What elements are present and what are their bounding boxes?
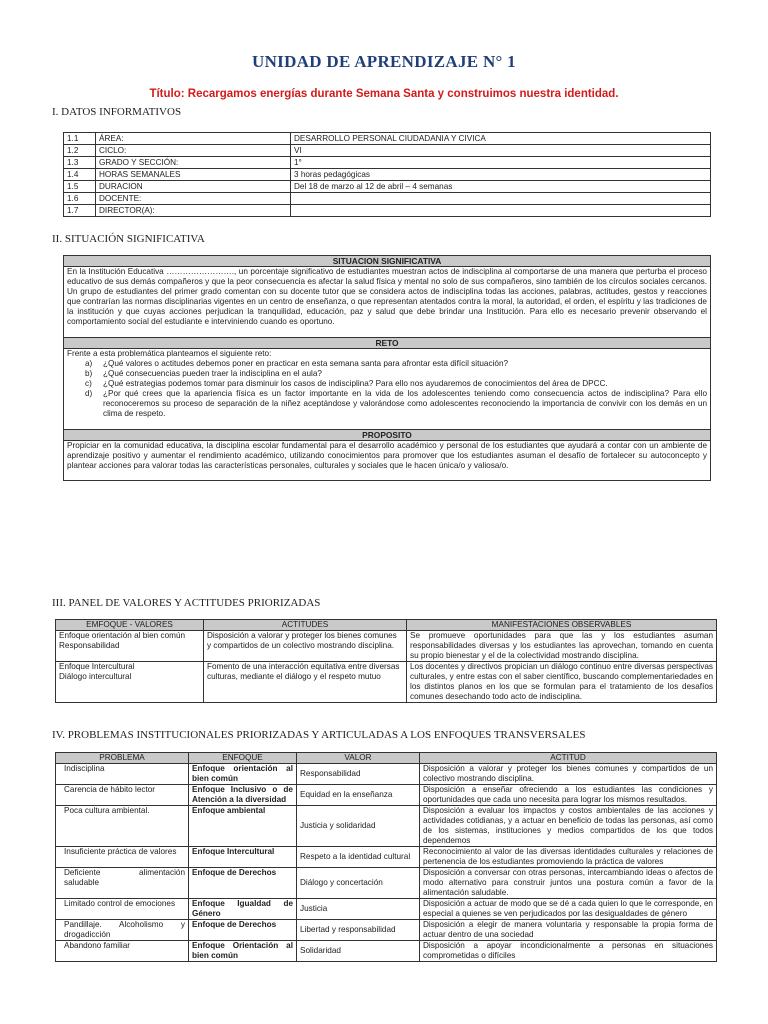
problemas-row: [56, 899, 717, 920]
problemas-row: [56, 941, 717, 962]
reto-item: [85, 379, 707, 389]
datos-value: 1°: [291, 157, 711, 169]
datos-value: [291, 193, 711, 205]
enfoque-cell: Enfoque Inclusivo o de Atención a la diversidad: [189, 785, 297, 806]
problema-cell: Abandono familiar: [56, 941, 189, 962]
valores-enfoque-cell: [56, 631, 204, 662]
valores-manifestacion: Se promueve oportunidades para que las y los estudiantes asuman responsabilidades diversas y los estudiantes las aprovechan, tomando en cuenta su propio bienestar y el de la colectividad mostrando disciplina.: [407, 631, 717, 662]
reto-title: RETO: [64, 338, 711, 349]
valores-actitud: Fomento de una interacción equitativa entre diversas culturas, mediante el diálogo y el respeto mutuo: [204, 662, 407, 703]
datos-value: DESARROLLO PERSONAL CIUDADANIA Y CIVICA: [291, 133, 711, 145]
reto-item-text: ¿Qué valores o actitudes debemos poner en practicar en esta semana santa para afrontar esta difícil situación?: [103, 359, 509, 368]
problemas-table: [55, 752, 717, 962]
reto-item: [85, 389, 707, 419]
problemas-row: [56, 868, 717, 899]
datos-num: 1.3: [64, 157, 96, 169]
valores-row: [56, 631, 717, 662]
datos-row: [64, 133, 711, 145]
problema-cell: Limitado control de emociones: [56, 899, 189, 920]
problemas-row: [56, 806, 717, 847]
valores-manifestacion: Los docentes y directivos propician un diálogo continuo entre diversas perspectivas culturales, y entre estas con el saber científico, buscando complementariedades en los distintos planos en los que se formulan para el tratamiento de los desafíos comunes desechando todo acto de indisciplina.: [407, 662, 717, 703]
enfoque-cell: Enfoque de Derechos: [189, 868, 297, 899]
reto-item: [85, 369, 707, 379]
problemas-row: [56, 785, 717, 806]
problema-cell: Insuficiente práctica de valores: [56, 847, 189, 868]
valor-cell: Responsabilidad: [297, 764, 420, 785]
problema-cell: Poca cultura ambiental.: [56, 806, 189, 847]
problemas-row: [56, 920, 717, 941]
datos-label: HORAS SEMANALES: [96, 169, 291, 181]
actitud-cell: Disposición a elegir de manera voluntaria y responsable la propia forma de actuar dentro de una sociedad: [420, 920, 717, 941]
datos-table: [63, 132, 711, 217]
reto-item-label: b): [85, 369, 93, 378]
problema-cell: Deficiente alimentación saludable: [56, 868, 189, 899]
valor-cell: Solidaridad: [297, 941, 420, 962]
reto-item-text: ¿Qué estrategias podemos tomar para disminuir los casos de indisciplina? Para ello nos ayudaremos de conocimientos del área de DPCC.: [103, 379, 608, 388]
actitud-cell: Disposición a apoyar incondicionalmente a personas en situaciones comprometidas o difíciles: [420, 941, 717, 962]
valores-actitud: Disposición a valorar y proteger los bienes comunes y compartidos de un colectivo mostrando disciplina.: [204, 631, 407, 662]
datos-num: 1.1: [64, 133, 96, 145]
reto-intro: Frente a esta problemática planteamos el siguiente reto:: [67, 349, 272, 358]
valores-enfoque: Enfoque Intercultural: [59, 662, 135, 671]
actitud-cell: Disposición a valorar y proteger los bienes comunes y compartidos de un colectivo mostrando disciplina.: [420, 764, 717, 785]
situacion-table: [63, 255, 711, 481]
datos-num: 1.6: [64, 193, 96, 205]
reto-item-label: d): [85, 389, 93, 398]
enfoque-cell: Enfoque de Derechos: [189, 920, 297, 941]
valores-column-header: MANIFESTACIONES OBSERVABLES: [407, 620, 717, 631]
datos-row: [64, 157, 711, 169]
problemas-column-header: PROBLEMA: [56, 753, 189, 764]
valor-cell: Justicia: [297, 899, 420, 920]
datos-row: [64, 205, 711, 217]
section-heading-valores: III. PANEL DE VALORES Y ACTITUDES PRIORIZADAS: [52, 597, 321, 609]
document-title: UNIDAD DE APRENDIZAJE N° 1: [252, 52, 516, 71]
datos-label: GRADO Y SECCIÓN:: [96, 157, 291, 169]
datos-num: 1.7: [64, 205, 96, 217]
datos-label: DURACION: [96, 181, 291, 193]
enfoque-cell: Enfoque Igualdad de Género: [189, 899, 297, 920]
document-subtitle: Título: Recargamos energías durante Semana Santa y construimos nuestra identidad.: [149, 88, 619, 100]
datos-row: [64, 169, 711, 181]
valores-valor: Responsabilidad: [59, 641, 120, 650]
datos-value: 3 horas pedagógicas: [291, 169, 711, 181]
problemas-row: [56, 764, 717, 785]
valores-table: [55, 619, 717, 703]
problema-cell: Indisciplina: [56, 764, 189, 785]
datos-row: [64, 193, 711, 205]
actitud-cell: Disposición a actuar de modo que se dé a cada quien lo que le corresponde, en especial a quienes se ven perjudicados por las desigualdades de género: [420, 899, 717, 920]
datos-value: [291, 205, 711, 217]
actitud-cell: Reconocimiento al valor de las diversas identidades culturales y relaciones de pertenencia de los estudiantes promoviendo la práctica de valores: [420, 847, 717, 868]
section-heading-datos: I. DATOS INFORMATIVOS: [52, 106, 182, 118]
datos-label: ÁREA:: [96, 133, 291, 145]
situacion-text: En la Institución Educativa ……………………., un porcentaje significativo de estudiantes muestran actos de indisciplina al comportarse de una manera que perturba el proceso educativo de sus demás compañeros y que la peor consecuencia es afectar la salud física y mental no solo de sus compañeros, sino también de los círculos sociales cercanos. Un grupo de estudiantes del primer grado comentan con su docente tutor que se considera actos de indisciplina todas las acciones, palabras, actitudes, gestos y reacciones que contrarían las normas disciplinarias vigentes en un centro de enseñanza, o que representan atentados contra la moral, la autoridad, el orden, el espíritu y las tradiciones de la institución y que cuyas acciones perjudican la tranquilidad, educación, paz y salud que debe brindar una Institución. Para ello es necesario prevenir observando el comportamiento social del estudiante e interviniendo cuando es oportuno.: [64, 267, 711, 338]
reto-list: [67, 359, 707, 419]
datos-num: 1.4: [64, 169, 96, 181]
datos-label: DIRECTOR(A):: [96, 205, 291, 217]
problemas-column-header: ENFOQUE: [189, 753, 297, 764]
reto-block: [64, 349, 711, 430]
actitud-cell: Disposición a evaluar los impactos y costos ambientales de las acciones y actividades cotidianas, y a actuar en beneficio de todas las personas, así como de los sistemas, instituciones y medios compartidos de los que todos dependemos: [420, 806, 717, 847]
enfoque-cell: Enfoque Orientación al bien común: [189, 941, 297, 962]
section-heading-situacion: II. SITUACIÓN SIGNIFICATIVA: [52, 233, 205, 245]
valor-cell: Justicia y solidaridad: [297, 806, 420, 847]
valores-column-header: EMFOQUE - VALORES: [56, 620, 204, 631]
reto-item-text: ¿Por qué crees que la apariencia física es un factor importante en la vida de los adolescentes teniendo como consecuencia actos de indisciplina? Para ello reconoceremos su proceso de separación de la niñez aceptándose y valorándose como adolescentes reconociendo la importancia de convivir con los demás en un clima de respeto.: [103, 389, 707, 418]
section-heading-problemas: IV. PROBLEMAS INSTITUCIONALES PRIORIZADAS Y ARTICULADAS A LOS ENFOQUES TRANSVERSALES: [52, 729, 586, 741]
valores-enfoque: Enfoque orientación al bien común: [59, 631, 186, 640]
proposito-title: PROPOSITO: [64, 430, 711, 441]
actitud-cell: Disposición a enseñar ofreciendo a los estudiantes las condiciones y oportunidades que cada uno necesita para lograr los mismos resultados.: [420, 785, 717, 806]
valores-column-header: ACTITUDES: [204, 620, 407, 631]
problemas-column-header: VALOR: [297, 753, 420, 764]
valores-enfoque-cell: [56, 662, 204, 703]
valor-cell: Respeto a la identidad cultural: [297, 847, 420, 868]
problemas-column-header: ACTITUD: [420, 753, 717, 764]
problemas-row: [56, 847, 717, 868]
datos-label: CICLO:: [96, 145, 291, 157]
datos-num: 1.5: [64, 181, 96, 193]
datos-value: Del 18 de marzo al 12 de abril – 4 semanas: [291, 181, 711, 193]
valores-valor: Diálogo intercultural: [59, 672, 132, 681]
valor-cell: Equidad en la enseñanza: [297, 785, 420, 806]
datos-value: VI: [291, 145, 711, 157]
actitud-cell: Disposición a conversar con otras personas, intercambiando ideas o afectos de modo alternativo para construir juntos una postura común a favor de la alimentación saludable.: [420, 868, 717, 899]
valores-row: [56, 662, 717, 703]
proposito-text: Propiciar en la comunidad educativa, la disciplina escolar fundamental para el desarrollo académico y personal de los estudiantes que ayudará a contar con un ambiente de aprendizaje positivo y aumentar el rendimiento académico, utilizando conocimientos para promover que los estudiantes asuman el desafío de fortalecer su autoconcepto y plantear acciones para valorar todas las características personales, culturales y sociales que le hacen única/o y valiosa/o.: [64, 441, 711, 481]
enfoque-cell: Enfoque orientación al bien común: [189, 764, 297, 785]
datos-label: DOCENTE:: [96, 193, 291, 205]
enfoque-cell: Enfoque ambiental: [189, 806, 297, 847]
datos-row: [64, 145, 711, 157]
datos-row: [64, 181, 711, 193]
problema-cell: Pandillaje. Alcoholismo y drogadicción: [56, 920, 189, 941]
reto-item-text: ¿Qué consecuencias pueden traer la indisciplina en el aula?: [103, 369, 322, 378]
enfoque-cell: Enfoque Intercultural: [189, 847, 297, 868]
reto-item-label: c): [85, 379, 92, 388]
reto-item-label: a): [85, 359, 93, 368]
datos-num: 1.2: [64, 145, 96, 157]
reto-item: [85, 359, 707, 369]
problema-cell: Carencia de hábito lector: [56, 785, 189, 806]
valor-cell: Libertad y responsabilidad: [297, 920, 420, 941]
situacion-box-title: SITUACION SIGNIFICATIVA: [64, 256, 711, 267]
valor-cell: Diálogo y concertación: [297, 868, 420, 899]
